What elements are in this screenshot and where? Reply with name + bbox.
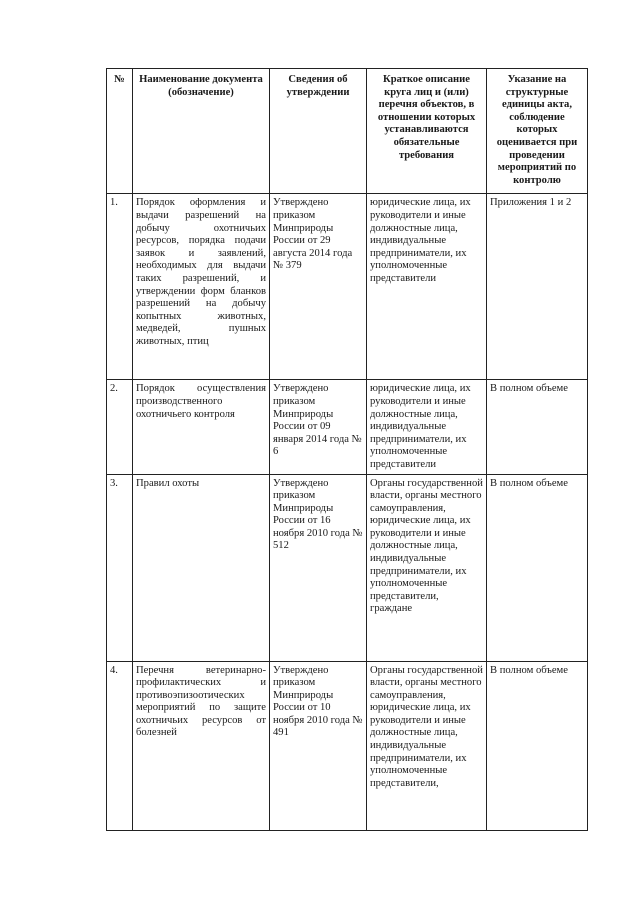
approval-info: Утверждено приказом Минприроды России от 10 ноября 2010 года № 491 <box>270 661 367 830</box>
header-persons-description: Краткое описание круга лиц и (или) перечня объектов, в отношении которых устанавливаются обязательные требования <box>367 69 487 194</box>
approval-info: Утверждено приказом Минприроды России от 29 августа 2014 года № 379 <box>270 194 367 380</box>
structural-units: В полном объеме <box>487 474 588 661</box>
header-approval-info: Сведения об утверждении <box>270 69 367 194</box>
header-number: № <box>107 69 133 194</box>
persons-description: юридические лица, их руководители и иные должностные лица, индивидуальные предприниматели, их уполномоченные представители <box>367 380 487 474</box>
document-name: Порядок оформления и выдачи разрешений на добычу охотничьих ресурсов, порядка подачи заявок и заявлений, необходимых для выдачи таких разрешений, и утверждении форм бланков разрешений на добычу копытных животных, медведей, пушных животных, птиц <box>133 194 270 380</box>
structural-units: В полном объеме <box>487 661 588 830</box>
persons-description: Органы государственной власти, органы местного самоуправления, юридические лица, их руководители и иные должностные лица, индивидуальные предприниматели, их уполномоченные представители, <box>367 661 487 830</box>
row-number: 4. <box>107 661 133 830</box>
structural-units: В полном объеме <box>487 380 588 474</box>
table-row <box>107 380 588 474</box>
table-header-row <box>107 69 588 194</box>
row-number: 3. <box>107 474 133 661</box>
header-structural-units: Указание на структурные единицы акта, соблюдение которых оценивается при проведении мероприятий по контролю <box>487 69 588 194</box>
persons-description: Органы государственной власти, органы местного самоуправления, юридические лица, их руководители и иные должностные лица, индивидуальные предприниматели, их уполномоченные представители, граждане <box>367 474 487 661</box>
header-document-name: Наименование документа (обозначение) <box>133 69 270 194</box>
table-row <box>107 194 588 380</box>
approval-info: Утверждено приказом Минприроды России от 09 января 2014 года № 6 <box>270 380 367 474</box>
persons-description: юридические лица, их руководители и иные должностные лица, индивидуальные предприниматели, их уполномоченные представители <box>367 194 487 380</box>
requirements-table <box>106 68 588 831</box>
row-number: 2. <box>107 380 133 474</box>
table-row <box>107 661 588 830</box>
table-row <box>107 474 588 661</box>
approval-info: Утверждено приказом Минприроды России от 16 ноября 2010 года № 512 <box>270 474 367 661</box>
row-number: 1. <box>107 194 133 380</box>
structural-units: Приложения 1 и 2 <box>487 194 588 380</box>
document-name: Перечня ветеринарно-профилактических и противоэпизоотических мероприятий по защите охотничьих ресурсов от болезней <box>133 661 270 830</box>
document-name: Правил охоты <box>133 474 270 661</box>
document-name: Порядок осуществления производственного охотничьего контроля <box>133 380 270 474</box>
